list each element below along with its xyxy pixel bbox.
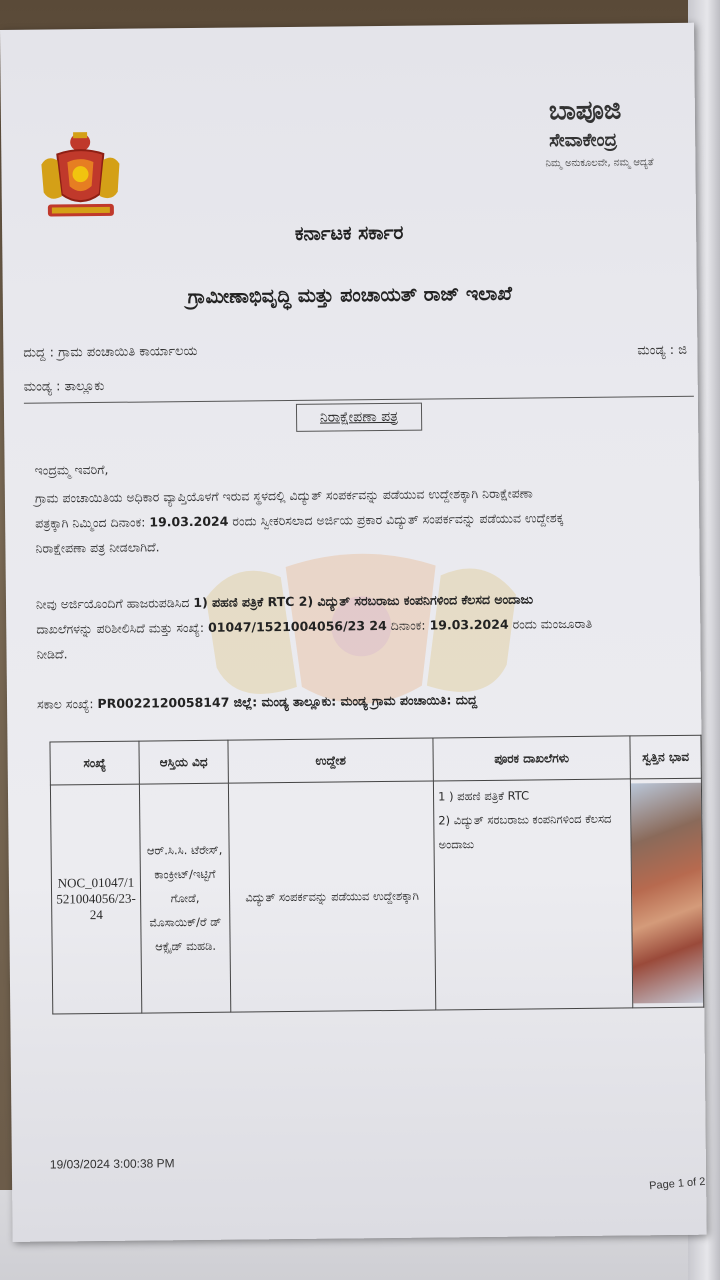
para1-line1: ಗ್ರಾಮ ಪಂಚಾಯಿತಿಯ ಅಧಿಕಾರ ವ್ಯಾಪ್ತಿಯೊಳಗೆ ಇರುವ ಸ್ಥಳದಲ್ಲಿ ವಿದ್ಯುತ್ ಸಂಪರ್ಕವನ್ನು ಪಡೆಯುವ ಉದ್ದೇಶಕ್ಕಾಗಿ ನಿರಾಕ್ಷೇಪಣಾ: [34, 485, 533, 506]
document-title: ನಿರಾಕ್ಷೇಪಣಾ ಪತ್ರ: [296, 403, 422, 432]
paragraph-1: [35, 479, 686, 561]
table-header-row: [50, 735, 701, 785]
cell-purpose: ವಿದ್ಯುತ್ ಸಂಪರ್ಕವನ್ನು ಪಡೆಯುವ ಉದ್ದೇಶಕ್ಕಾಗಿ: [228, 781, 435, 1012]
para2-line1: ನೀವು ಅರ್ಜಿಯೊಂದಿಗೆ ಹಾಜರುಪಡಿಸಿದ 1) ಪಹಣಿ ಪತ್ರಿಕೆ RTC 2) ವಿದ್ಯುತ್ ಸರಬರಾಜು ಕಂಪನಿಗಳಿಂದ ಕೆಲಸದ ಅಂದಾಜು: [35, 591, 534, 612]
logo-title: ಬಾಪೂಜಿ: [548, 95, 622, 127]
property-photo: [631, 783, 703, 1004]
karnataka-emblem-icon: [37, 124, 124, 225]
para2-line2: ದಾಖಲೆಗಳನ್ನು ಪರಿಶೀಲಿಸಿದೆ ಮತ್ತು ಸಂಖ್ಯೆ: 01047/1521004056/23 24 ದಿನಾಂಕ: 19.03.2024 ರಂದು ಮಂಜೂರಾತಿ: [36, 615, 593, 637]
cell-property-photo: [630, 778, 703, 1008]
district-label: ಮಂಡ್ಯ : ಜಿ: [637, 342, 688, 359]
header-supporting-documents: ಪೂರಕ ದಾಖಲೆಗಳು: [433, 736, 630, 781]
cell-property-type: ಆರ್.ಸಿ.ಸಿ. ಟೆರೇಸ್, ಕಾಂಕ್ರೀಟ್/ಇಟ್ಟಿಗೆ ಗೋಡೆ, ಮೊಸಾಯಿಕ್/ರೆ ಡ್ ಆಕ್ಸೈಡ್ ಮಹಡಿ.: [139, 783, 230, 1013]
doc-item-1: 1 ) ಪಹಣಿ ಪತ್ರಿಕೆ RTC: [437, 788, 530, 804]
sakala-value: PR0022120058147 ಜಿಲ್ಲೆ: ಮಂಡ್ಯ ತಾಲ್ಲೂಕು: ಮಂಡ್ಯ ಗ್ರಾಮ ಪಂಚಾಯಿತಿ: ದುದ್ದ: [97, 692, 478, 712]
government-title: ಕರ್ನಾಟಕ ಸರ್ಕಾರ: [294, 221, 404, 245]
header-purpose: ಉದ್ದೇಶ: [228, 738, 433, 783]
page-number: Page 1 of 2: [648, 1175, 706, 1193]
document-page: [0, 23, 707, 1242]
para1-line3: ನಿರಾಕ್ಷೇಪಣಾ ಪತ್ರ ನೀಡಲಾಗಿದೆ.: [35, 539, 160, 556]
para2-line3: ನೀಡಿದೆ.: [36, 646, 68, 662]
approval-number: 01047/1521004056/23 24: [207, 617, 387, 635]
para1-line2: ಪತ್ರಕ್ಕಾಗಿ ನಿಮ್ಮಿಂದ ದಿನಾಂಕ: 19.03.2024 ರಂದು ಸ್ವೀಕರಿಸಲಾದ ಅರ್ಜಿಯ ಪ್ರಕಾರ ವಿದ್ಯುತ್ ಸಂಪರ್ಕವನ್ನು ಪಡೆಯುವ ಉದ್ದೇಶಕ್ಕ: [35, 510, 564, 531]
office-name: ದುದ್ದ : ಗ್ರಾಮ ಪಂಚಾಯಿತಿ ಕಾರ್ಯಾಲಯ: [23, 343, 198, 361]
header-number: ಸಂಖ್ಯೆ: [50, 741, 139, 785]
salutation: ಇಂದ್ರಮ್ಮ ಇವರಿಗೆ,: [34, 461, 109, 478]
sakala-line: ಸಕಾಲ ಸಂಖ್ಯೆ: PR0022120058147 ಜಿಲ್ಲೆ: ಮಂಡ್ಯ ತಾಲ್ಲೂಕು: ಮಂಡ್ಯ ಗ್ರಾಮ ಪಂಚಾಯಿತಿ: ದುದ್ದ: [36, 692, 478, 712]
header-property-photo: ಸ್ವತ್ತಿನ ಭಾವ: [630, 735, 701, 779]
header-property-type: ಆಸ್ತಿಯ ವಿಧ: [139, 740, 228, 784]
logo-subtitle: ಸೇವಾಕೇಂದ್ರ: [549, 129, 618, 152]
cell-supporting-documents: [433, 779, 632, 1010]
paragraph-2: [36, 585, 687, 667]
submitted-documents: 1) ಪಹಣಿ ಪತ್ರಿಕೆ RTC 2) ವಿದ್ಯುತ್ ಸರಬರಾಜು ಕಂಪನಿಗಳಿಂದ ಕೆಲಸದ ಅಂದಾಜು: [193, 591, 534, 611]
print-timestamp: 19/03/2024 3:00:38 PM: [49, 1156, 175, 1172]
doc-item-2: 2) ವಿದ್ಯುತ್ ಸರಬರಾಜು ಕಂಪನಿಗಳಿಂದ ಕೆಲಸದ ಅಂದಾಜು: [438, 811, 612, 852]
taluk-label: ಮಂಡ್ಯ : ತಾಲ್ಲೂಕು: [23, 378, 105, 395]
department-title: ಗ್ರಾಮೀಣಾಭಿವೃದ್ಧಿ ಮತ್ತು ಪಂಚಾಯತ್ ರಾಜ್ ಇಲಾಖೆ: [187, 282, 513, 309]
logo-tagline: ನಿಮ್ಮ ಅನುಕೂಲವೇ, ನಮ್ಮ ಆದ್ಯತೆ: [545, 157, 654, 170]
approval-date: 19.03.2024: [429, 616, 509, 633]
cell-noc-number: NOC_01047/1 521004056/23- 24: [50, 784, 141, 1014]
application-date: 19.03.2024: [149, 513, 229, 530]
table-row: [50, 778, 703, 1014]
details-table: [49, 735, 704, 1015]
bapuji-seva-kendra-logo: [541, 95, 692, 177]
